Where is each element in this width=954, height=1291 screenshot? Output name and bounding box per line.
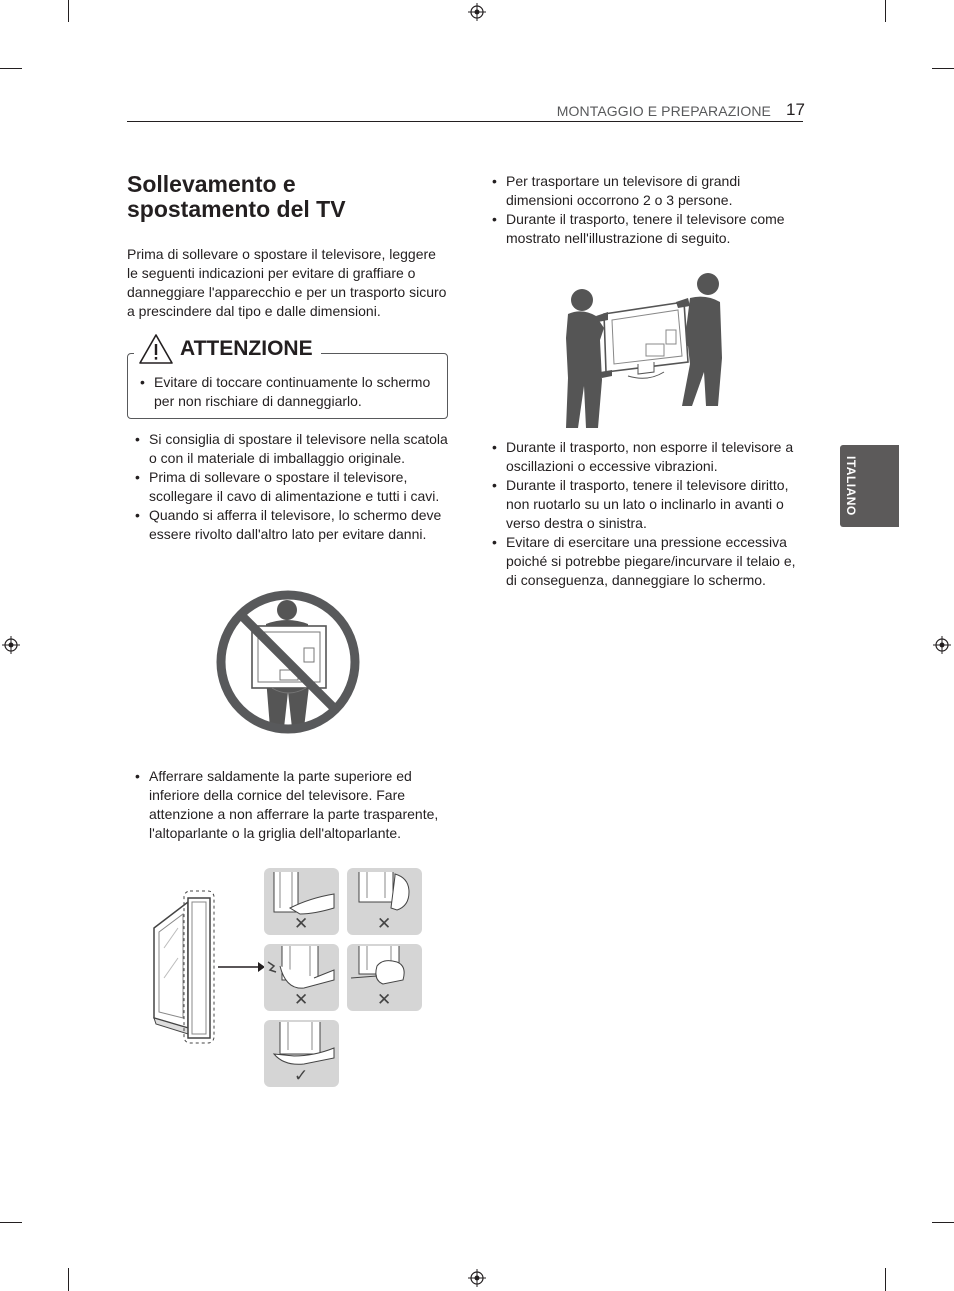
list-item: • Si consiglia di spostare il televisore nella scatola o con il materiale di imballaggio originale. [127,430,449,468]
page-number: 17 [786,100,805,119]
list-item: • Evitare di toccare continuamente lo schermo per non rischiare di danneggiarlo. [132,373,442,411]
bullet-list [484,172,806,248]
list-item: • Per trasportare un televisore di grandi dimensioni occorrono 2 o 3 persone. [484,172,806,210]
registration-mark-icon [468,1269,486,1287]
list-item: • Durante il trasporto, non esporre il televisore a oscillazioni o eccessive vibrazioni. [484,438,806,476]
intro-paragraph: Prima di sollevare o spostare il televisore, leggere le seguenti indicazioni per evitare di graffiare o danneggiare l'apparecchio e per un trasporto sicuro a prescindere dal tipo e dalle dimensioni. [127,246,447,319]
warning-triangle-icon [138,333,174,365]
grip-mark: ✕ [294,990,309,1009]
crop-mark [932,1222,954,1223]
crop-mark [0,68,22,69]
page-title [127,172,447,222]
bullet-list [127,767,449,843]
registration-mark-icon [2,636,20,654]
list-item: • Durante il trasporto, tenere il televisore diritto, non ruotarlo su un lato o inclinarlo in avanti o verso destra o sinistra. [484,476,806,533]
crop-mark [68,0,69,22]
bullet-list [127,430,449,544]
grip-mark: ✕ [294,914,309,933]
grip-mark: ✕ [377,914,392,933]
bullet-list [484,438,806,590]
crop-mark [885,1268,886,1291]
caution-list [132,373,442,411]
registration-mark-icon [468,3,486,21]
section-header: MONTAGGIO E PREPARAZIONE [556,103,771,119]
registration-mark-icon [933,636,951,654]
caution-heading [134,330,321,368]
language-tab-label: ITALIANO [844,456,858,516]
crop-mark [68,1268,69,1291]
title-line: Sollevamento e [127,171,296,197]
list-item: • Durante il trasporto, tenere il televisore come mostrato nell'illustrazione di seguito. [484,210,806,248]
grip-mark: ✓ [294,1066,309,1085]
crop-mark [885,0,886,22]
list-item: • Prima di sollevare o spostare il televisore, scollegare il cavo di alimentazione e tutti i cavi. [127,468,449,506]
two-person-carry-illustration [560,268,728,428]
header-rule [127,121,803,122]
title-line: spostamento del TV [127,196,346,222]
grip-mark: ✕ [377,990,392,1009]
crop-mark [0,1222,22,1223]
prohibited-carry-illustration [214,588,362,736]
tv-side-illustration [150,888,265,1048]
list-item: • Afferrare saldamente la parte superiore ed inferiore della cornice del televisore. Fare attenzione a non afferrare la parte trasparente, l'altoparlante o la griglia dell'altoparlante. [127,767,449,843]
list-item: • Quando si afferra il televisore, lo schermo deve essere rivolto dall'altro lato per evitare danni. [127,506,449,544]
list-item: • Evitare di esercitare una pressione eccessiva poiché si potrebbe piegare/incurvare il telaio e, di conseguenza, danneggiare lo schermo. [484,533,806,590]
crop-mark [932,68,954,69]
caution-title: ATTENZIONE [180,337,313,360]
